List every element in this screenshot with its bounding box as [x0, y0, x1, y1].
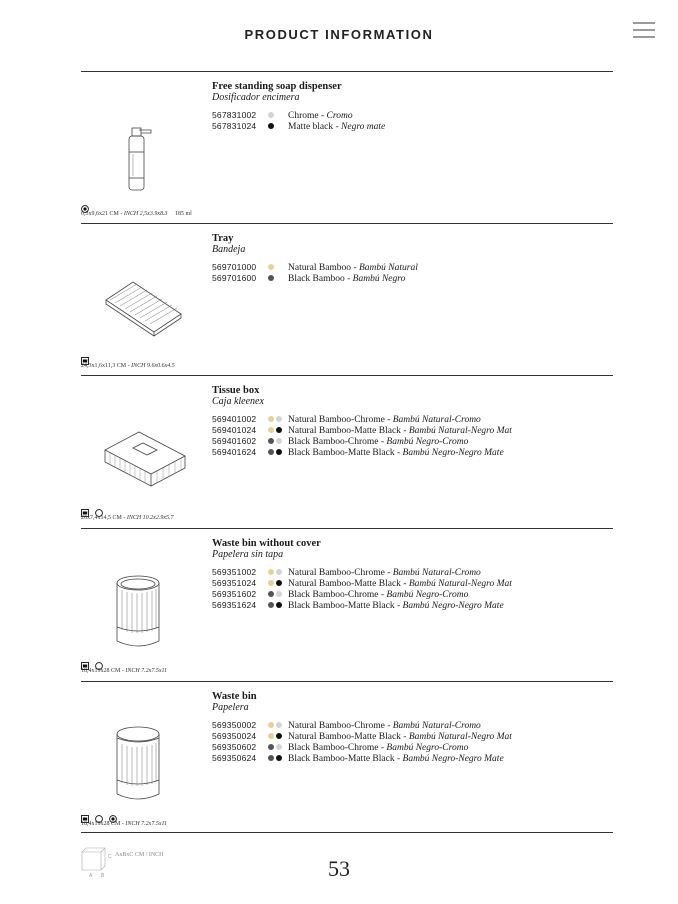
product-code: 567831002: [212, 110, 257, 120]
product-title: Tissue box: [212, 385, 260, 396]
product-subtitle: Bandeja: [212, 244, 246, 255]
divider: [81, 832, 613, 833]
variant-row: 569401024 Natural Bamboo-Matte Black - Bambú Natural-Negro Mat: [212, 425, 512, 436]
variant-row: 569401602 Black Bamboo-Chrome - Bambú Negro-Cromo: [212, 436, 469, 447]
product-title: Free standing soap dispenser: [212, 81, 342, 92]
matte-black-swatch: [268, 123, 274, 129]
product-code: 569401024: [212, 425, 257, 435]
product-code: 569401602: [212, 436, 257, 446]
page-number: 53: [328, 856, 350, 881]
black-bamboo-swatch: [268, 744, 274, 750]
natural-bamboo-swatch: [268, 416, 274, 422]
matte-black-swatch: [276, 755, 282, 761]
soap-dispenser-image: [81, 82, 211, 194]
chrome-swatch: [276, 569, 282, 575]
dimensions: 26x7,4x14,5 CM - INCH 10.2x2.9x5.7: [81, 515, 174, 521]
matte-black-swatch: [276, 449, 282, 455]
natural-bamboo-swatch: [268, 580, 274, 586]
product-title: Tray: [212, 233, 234, 244]
black-bamboo-swatch: [268, 602, 274, 608]
tissue-box-image: [81, 386, 211, 498]
dimensions: 18,4x19x28 CM - INCH 7.2x7.5x11: [81, 668, 168, 674]
product-waste-bin-without-cover: [81, 529, 613, 681]
mounting-icons: [81, 657, 105, 666]
variant-row: 569401002 Natural Bamboo-Chrome - Bambú Natural-Cromo: [212, 414, 481, 425]
product-code: 569350002: [212, 720, 257, 730]
product-title: Waste bin without cover: [212, 538, 321, 549]
dimensions: 6,3x9,6x21 CM - INCH 2,5x3.9x8.3 185 ml: [81, 211, 192, 217]
product-code: 569401624: [212, 447, 257, 457]
variant-row: 569701600 Black Bamboo - Bambú Negro: [212, 273, 406, 284]
product-code: 569351602: [212, 589, 257, 599]
product-tissue-box: [81, 376, 613, 528]
black-bamboo-swatch: [268, 438, 274, 444]
product-subtitle: Papelera sin tapa: [212, 549, 284, 560]
chrome-swatch: [268, 112, 274, 118]
chrome-swatch: [276, 722, 282, 728]
legend-label-c: C: [108, 854, 112, 860]
chrome-swatch: [276, 591, 282, 597]
black-bamboo-swatch: [268, 591, 274, 597]
product-subtitle: Caja kleenex: [212, 396, 264, 407]
dimensions: 18,4x19x28 CM - INCH 7.2x7.5x11: [81, 821, 168, 827]
waste-bin-without-cover-image: [81, 539, 211, 651]
product-code: 569350602: [212, 742, 257, 752]
product-code: 569351002: [212, 567, 257, 577]
mounting-icons: [81, 352, 91, 361]
variant-row: 569351624 Black Bamboo-Matte Black - Bambú Negro-Negro Mate: [212, 600, 504, 611]
product-code: 569401002: [212, 414, 257, 424]
product-soap-dispenser: [81, 72, 613, 224]
product-subtitle: Papelera: [212, 702, 249, 713]
product-code: 569350624: [212, 753, 257, 763]
product-code: 569351024: [212, 578, 257, 588]
matte-black-swatch: [276, 733, 282, 739]
waste-bin-image: [81, 692, 211, 804]
natural-bamboo-swatch: [268, 569, 274, 575]
menu-icon[interactable]: [633, 22, 655, 42]
natural-bamboo-swatch: [268, 427, 274, 433]
legend-label-b: B: [101, 873, 105, 878]
product-code: 569351624: [212, 600, 257, 610]
product-code: 569350024: [212, 731, 257, 741]
mounting-icons: [81, 200, 91, 209]
variant-row: 567831002 Chrome - Cromo: [212, 110, 353, 121]
black-bamboo-swatch: [268, 275, 274, 281]
variant-row: 569350624 Black Bamboo-Matte Black - Bambú Negro-Negro Mate: [212, 753, 504, 764]
black-bamboo-swatch: [268, 449, 274, 455]
legend-label-a: A: [89, 873, 93, 878]
variant-row: 569401624 Black Bamboo-Matte Black - Bambú Negro-Negro Mate: [212, 447, 504, 458]
variant-row: 569350024 Natural Bamboo-Matte Black - Bambú Natural-Negro Mat: [212, 731, 512, 742]
dimensions: 24,3x1,6x11,3 CM - INCH 9.6x0.6x4.5: [81, 363, 175, 369]
chrome-swatch: [276, 438, 282, 444]
product-tray: [81, 224, 613, 376]
chrome-swatch: [276, 416, 282, 422]
natural-bamboo-swatch: [268, 733, 274, 739]
mounting-icons: [81, 810, 119, 819]
variant-row: 569350002 Natural Bamboo-Chrome - Bambú Natural-Cromo: [212, 720, 481, 731]
product-title: Waste bin: [212, 691, 257, 702]
dimension-legend-text: AxBxC CM / INCH: [115, 852, 164, 858]
matte-black-swatch: [276, 602, 282, 608]
mounting-icons: [81, 504, 105, 513]
product-code: 569701600: [212, 273, 257, 283]
product-code: 567831024: [212, 121, 257, 131]
variant-row: 567831024 Matte black - Negro mate: [212, 121, 386, 132]
black-bamboo-swatch: [268, 755, 274, 761]
variant-row: 569350602 Black Bamboo-Chrome - Bambú Negro-Cromo: [212, 742, 469, 753]
natural-bamboo-swatch: [268, 722, 274, 728]
variant-row: 569351602 Black Bamboo-Chrome - Bambú Negro-Cromo: [212, 589, 469, 600]
product-subtitle: Dosificador encimera: [212, 92, 300, 103]
natural-bamboo-swatch: [268, 264, 274, 270]
chrome-swatch: [276, 744, 282, 750]
page-title: PRODUCT INFORMATION: [244, 27, 434, 42]
variant-row: 569351024 Natural Bamboo-Matte Black - Bambú Natural-Negro Mat: [212, 578, 512, 589]
variant-row: 569351002 Natural Bamboo-Chrome - Bambú Natural-Cromo: [212, 567, 481, 578]
product-waste-bin: [81, 682, 613, 834]
tray-image: [81, 234, 211, 346]
product-code: 569701000: [212, 262, 257, 272]
matte-black-swatch: [276, 580, 282, 586]
matte-black-swatch: [276, 427, 282, 433]
variant-row: 569701000 Natural Bamboo - Bambú Natural: [212, 262, 418, 273]
